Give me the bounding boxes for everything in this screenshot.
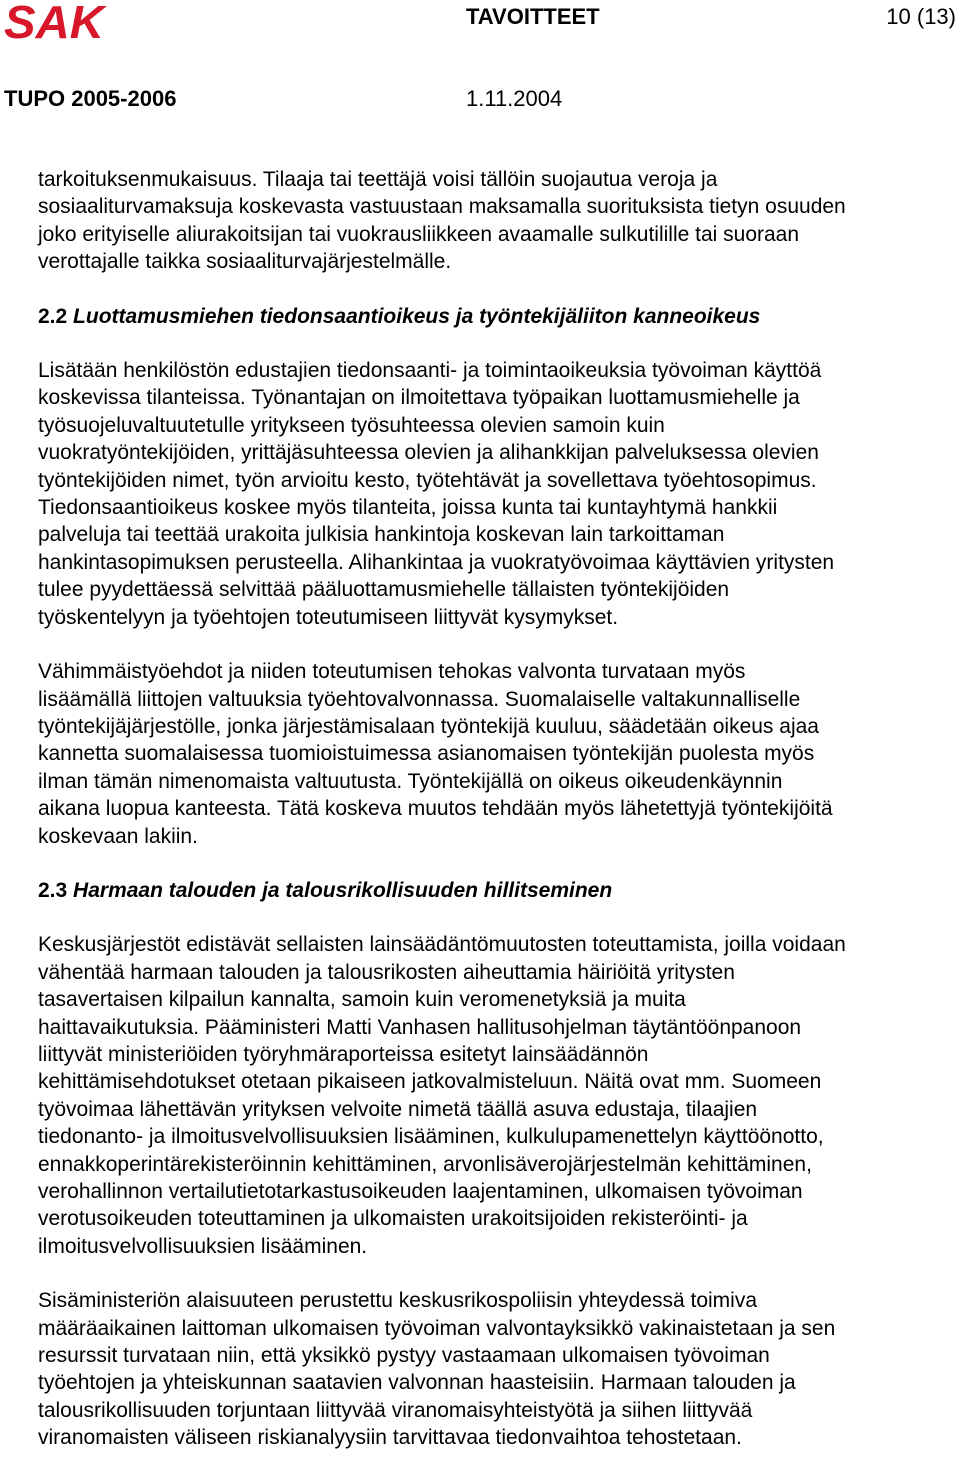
section-number: 2.2 bbox=[38, 304, 68, 328]
text-line: tarkoituksenmukaisuus. Tilaaja tai teettäjä voisi tällöin suojautua veroja ja bbox=[38, 168, 718, 191]
page-number: 10 (13) bbox=[886, 4, 956, 29]
text-line: palveluja tai teettää urakoita julkisia hankintoja koskevan lain tarkoittaman bbox=[38, 523, 725, 547]
text-line: Vähimmäistyöehdot ja niiden toteutumisen tehokas valvonta turvataan myös bbox=[38, 660, 746, 684]
paragraph-4 bbox=[38, 931, 956, 1260]
text-line: talousrikollisuuden torjuntaan liittyvää viranomaisyhteistyötä ja siihen liittyvää bbox=[38, 1398, 753, 1422]
text-line: ilmoitusvelvollisuuksien lisääminen. bbox=[38, 1234, 368, 1258]
section-heading-2-2 bbox=[38, 303, 956, 330]
text-line: koskevaan lakiin. bbox=[38, 824, 198, 848]
text-line: verohallinnon vertailutietotarkastusoikeuden laajentaminen, ulkomaisen työvoiman bbox=[38, 1180, 803, 1203]
document-code: TUPO 2005-2006 bbox=[4, 86, 177, 111]
text-line: verottajalle taikka sosiaaliturvajärjestelmälle. bbox=[38, 250, 452, 274]
text-line: tiedonanto- ja ilmoitusvelvollisuuksien lisääminen, kulkulupamenettelyn käyttöönotto, bbox=[38, 1125, 824, 1149]
section-title: Luottamusmiehen tiedonsaantioikeus ja työntekijäliiton kanneoikeus bbox=[73, 304, 761, 328]
text-line: hankintasopimuksen perusteella. Alihankintaa ja vuokratyövoimaa käyttävien yritysten bbox=[38, 550, 835, 574]
text-line: Tiedonsaantioikeus koskee myös tilanteita, joissa kunta tai kuntayhtymä hankkii bbox=[38, 496, 778, 520]
sak-logo bbox=[4, 0, 108, 44]
text-line: ilman tämän nimenomaista valtuutusta. Työntekijällä on oikeus oikeudenkäynnin bbox=[38, 769, 783, 793]
text-line: kehittämisehdotukset otetaan pikaiseen jatkovalmisteluun. Näitä ovat mm. Suomeen bbox=[38, 1070, 822, 1094]
text-line: verotusoikeuden toteuttaminen ja ulkomaisten urakoitsijoiden rekisteröinti- ja bbox=[38, 1207, 748, 1231]
text-line: vuokratyöntekijöiden, yrittäjäsuhteessa olevien ja alihankkijan palveluksessa olevien bbox=[38, 441, 819, 465]
text-line: työntekijöiden nimet, työn arvioitu kesto, työtehtävät ja sovellettava työehtosopimus. bbox=[38, 468, 817, 492]
section-heading-2-3 bbox=[38, 877, 956, 904]
document-date: 1.11.2004 bbox=[466, 86, 563, 111]
paragraph-2 bbox=[38, 357, 956, 631]
text-line: liittyvät ministeriöiden työryhmäraporteissa esitetyt lainsäädännön bbox=[38, 1042, 649, 1066]
text-line: ennakkoperintärekisteröinnin kehittäminen, arvonlisäverojärjestelmän kehittäminen, bbox=[38, 1152, 812, 1176]
text-line: Lisätään henkilöstön edustajien tiedonsaanti- ja toimintaoikeuksia työvoiman käyttöä bbox=[38, 359, 822, 383]
paragraph-5 bbox=[38, 1287, 956, 1451]
text-line: työsuojeluvaltuutetulle yritykseen työsuhteessa olevien samoin kuin bbox=[38, 413, 665, 437]
text-line: tasavertaisen kilpailun kannalta, samoin kuin veromenetyksiä ja muita bbox=[38, 988, 686, 1012]
text-line: kannetta suomalaisessa tuomioistuimessa asianomaisen työntekijän puolesta myös bbox=[38, 742, 815, 766]
text-line: työvoimaa lähettävän yrityksen velvoite nimetä täällä asuva edustaja, tilaajien bbox=[38, 1097, 758, 1121]
text-line: Keskusjärjestöt edistävät sellaisten lainsäädäntömuutosten toteuttamista, joilla voidaan bbox=[38, 933, 846, 957]
text-line: vähentää harmaan talouden ja talousrikosten aiheuttamia häiriöitä yritysten bbox=[38, 960, 735, 984]
text-line: Sisäministeriön alaisuuteen perustettu keskusrikospoliisin yhteydessä toimiva bbox=[38, 1289, 758, 1313]
document-body bbox=[38, 166, 956, 1479]
section-number: 2.3 bbox=[38, 878, 68, 902]
text-line: tulee pyydettäessä selvittää pääluottamusmiehelle tällaisten työntekijöiden bbox=[38, 578, 730, 602]
text-line: määräaikainen laittoman ulkomaisen työvoiman valvontayksikkö vakinaistetaan ja sen bbox=[38, 1316, 836, 1340]
text-line: työskentelyyn ja työehtojen toteutumiseen liittyvät kysymykset. bbox=[38, 605, 619, 629]
text-line: lisäämällä liittojen valtuuksia työehtovalvonnassa. Suomalaiselle valtakunnalliselle bbox=[38, 687, 801, 711]
text-line: koskevissa tilanteissa. Työnantajan on ilmoitettava työpaikan luottamusmiehelle ja bbox=[38, 386, 800, 410]
text-line: viranomaisten väliseen riskianalyysiin tarvittavaa tiedonvaihtoa tehostetaan. bbox=[38, 1426, 742, 1450]
text-line: työehtojen ja yhteiskunnan saatavien valvonnan haasteisiin. Harmaan talouden ja bbox=[38, 1371, 796, 1395]
section-title: Harmaan talouden ja talousrikollisuuden hillitseminen bbox=[73, 878, 613, 902]
sak-logo-text: SAK bbox=[4, 0, 107, 44]
text-line: joko erityiselle aliurakoitsijan tai vuokrausliikkeen avaamalle sulkutilille tai suoraan bbox=[38, 222, 800, 246]
document-title: TAVOITTEET bbox=[466, 4, 600, 29]
text-line: aikana luopua kanteesta. Tätä koskeva muutos tehdään myös lähetettyjä työntekijöitä bbox=[38, 797, 833, 821]
text-line: sosiaaliturvamaksuja koskevasta vastuustaan maksamalla suorituksista tietyn osuuden bbox=[38, 195, 846, 219]
paragraph-3 bbox=[38, 658, 956, 850]
text-line: työntekijäjärjestölle, jonka järjestämisalaan työntekijä kuuluu, säädetään oikeus ajaa bbox=[38, 714, 819, 738]
paragraph-1 bbox=[38, 166, 956, 276]
text-line: haittavaikutuksia. Pääministeri Matti Vanhasen hallitusohjelman täytäntöönpanoon bbox=[38, 1015, 802, 1039]
text-line: resurssit turvataan niin, että yksikkö pystyy vastaamaan ulkomaisen työvoiman bbox=[38, 1344, 770, 1368]
